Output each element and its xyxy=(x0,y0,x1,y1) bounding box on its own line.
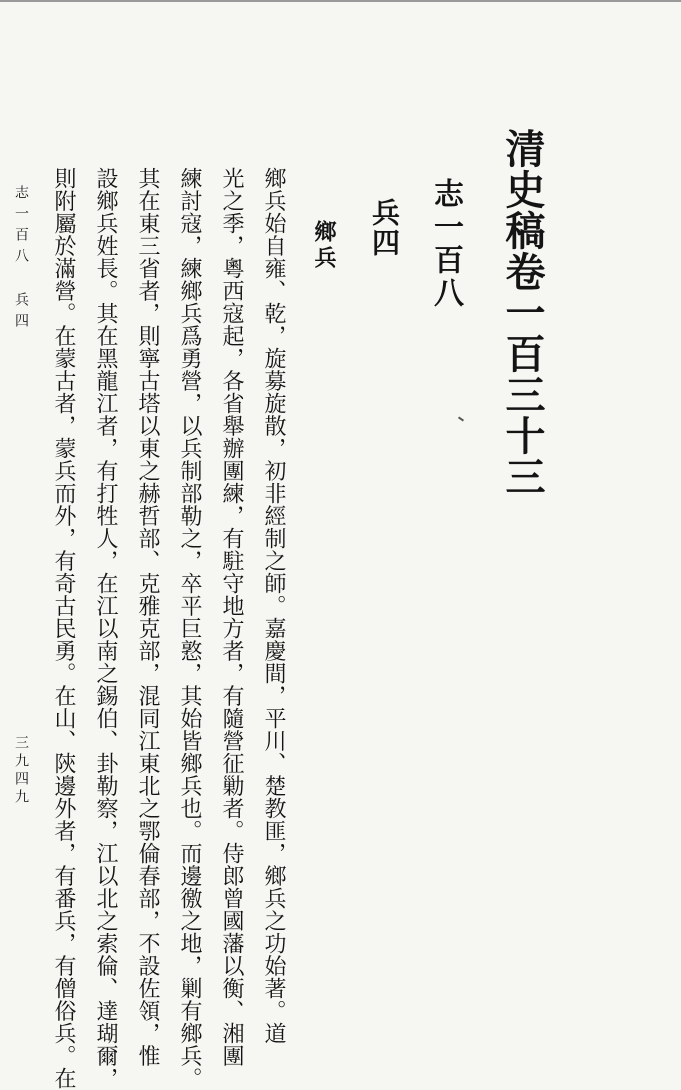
section-heading: 兵四 xyxy=(368,198,401,258)
chapter-title: 清史稿卷一百三十三 xyxy=(499,128,546,497)
body-text-column-4: 其在東三省者，則寧古塔以東之赫哲部、克雅克部，混同江東北之鄂倫春部，不設佐領，惟 xyxy=(135,167,160,1067)
page-top-edge xyxy=(0,0,681,2)
body-text-column-2: 光之季，粵西寇起，各省舉辦團練，有駐守地方者，有隨營征勦者。侍郎曾國藩以衡、湘團 xyxy=(219,167,244,1067)
body-text-column-5: 設鄉兵姓長。其在黑龍江者，有打牲人，在江以南之錫伯、卦勒察，江以北之索倫、達瑚爾， xyxy=(93,167,118,1090)
running-head: 志一百八 兵四 xyxy=(13,185,29,334)
body-text-column-3: 練討寇，練鄉兵爲勇營，以兵制部勒之，卒平巨憝，其始皆鄉兵也。而邊徼之地，剿有鄉兵。 xyxy=(177,167,202,1090)
page-number: 三九四九 xyxy=(13,735,29,807)
volume-heading: 志一百八 xyxy=(428,178,463,310)
body-text-column-6: 則附屬於滿營。在蒙古者，蒙兵而外，有奇古民勇。在山、陝邊外者，有番兵，有僧俗兵。在 xyxy=(51,167,76,1090)
subsection-heading: 鄉兵 xyxy=(311,220,337,272)
print-speck xyxy=(458,416,464,421)
body-text-column-1: 鄉兵始自雍、乾，旋募旋散，初非經制之師。嘉慶間，平川、楚教匪，鄉兵之功始著。道 xyxy=(261,167,286,1045)
